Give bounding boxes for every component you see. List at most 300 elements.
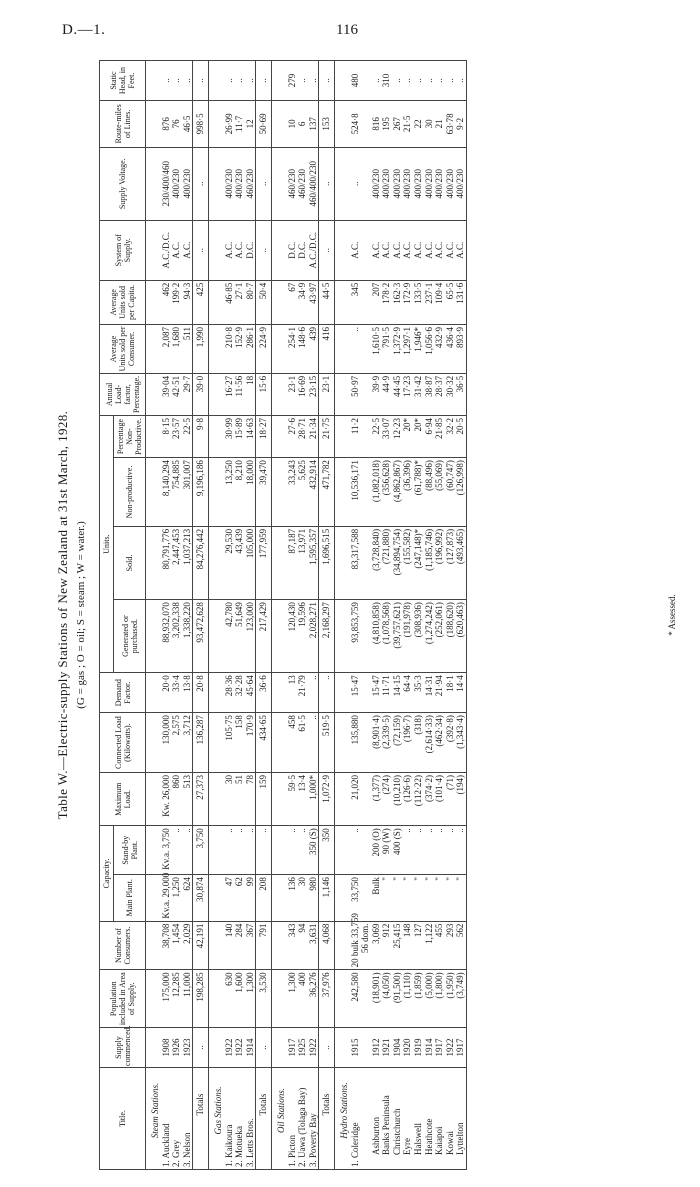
table-cell — [360, 673, 371, 713]
table-cell: 400/230 — [234, 147, 245, 220]
empty-cell — [146, 673, 161, 713]
table-cell: 36·5 — [455, 373, 466, 415]
empty-cell — [271, 373, 286, 415]
table-cell: .. — [308, 713, 319, 773]
table-cell: 18·1 — [445, 673, 456, 713]
table-cell — [360, 147, 371, 220]
table-cell: 16·27 — [224, 373, 235, 415]
table-cell: 816 — [371, 101, 382, 148]
table-cell: " — [402, 875, 413, 922]
table-cell: (2,339·5) — [381, 713, 392, 773]
empty-cell — [146, 325, 161, 374]
table-cell: 20·0 — [161, 673, 172, 713]
table-cell: 131·6 — [455, 280, 466, 324]
table-cell: 46·5 — [182, 101, 193, 148]
empty-cell — [208, 600, 223, 673]
table-cell: 400/230 — [371, 147, 382, 220]
table-cell: (88,496) — [424, 458, 435, 527]
table-cell: 63·78 — [445, 101, 456, 148]
table-cell: 1912 — [371, 1028, 382, 1068]
table-cell: 61·5 — [297, 713, 308, 773]
totals-cell: 44·5 — [319, 280, 335, 324]
table-cell: 88,932,070 — [161, 600, 172, 673]
table-cell: D.C. — [287, 220, 298, 280]
table-cell: 93,853,759 — [350, 600, 361, 673]
empty-cell — [271, 673, 286, 713]
table-cell: 21·85 — [434, 415, 445, 457]
table-cell: 460/230 — [287, 147, 298, 220]
col-demand-factor: Demand Factor. — [100, 673, 146, 713]
table-cell: A.C. — [402, 220, 413, 280]
empty-cell — [208, 280, 223, 324]
totals-cell: 425 — [193, 280, 209, 324]
table-cell: .. — [182, 826, 193, 875]
table-row — [161, 61, 172, 1170]
row-title: Eyre — [402, 1067, 413, 1169]
table-cell: 133·5 — [413, 280, 424, 324]
empty-cell — [146, 526, 161, 599]
table-cell: .. — [434, 826, 445, 875]
table-cell: 293 — [445, 921, 456, 970]
table-cell — [360, 415, 371, 457]
totals-cell: 50·69 — [256, 101, 272, 148]
totals-cell: 3,750 — [193, 826, 209, 875]
table-cell: A.C. — [350, 220, 361, 280]
table-cell: .. — [434, 61, 445, 101]
table-cell: .. — [234, 61, 245, 101]
table-cell: 254·1 — [287, 325, 298, 374]
table-cell: (127,873) — [445, 526, 456, 599]
table-cell: Kv.a. 3,750 — [161, 826, 172, 875]
col-standby: Stand-by Plant. — [114, 826, 146, 875]
table-legend: (G = gas ; O = oil; S = steam ; W = water.) — [75, 521, 87, 709]
table-cell: 130,000 — [161, 713, 172, 773]
totals-cell: 159 — [256, 773, 272, 826]
table-cell: 1,680 — [171, 325, 182, 374]
table-cell: 1,610·5 — [371, 325, 382, 374]
table-cell: 3,069 — [371, 921, 382, 970]
table-cell: (1,800) — [434, 970, 445, 1028]
table-cell: (1,185,746) — [424, 526, 435, 599]
table-cell: 32·2 — [445, 415, 456, 457]
table-cell: .. — [424, 61, 435, 101]
empty-cell — [208, 325, 223, 374]
table-cell: A.C. — [234, 220, 245, 280]
table-cell: 1,300 — [245, 970, 256, 1028]
table-cell: 8,210 — [234, 458, 245, 527]
empty-cell — [334, 220, 349, 280]
table-cell: .. — [245, 61, 256, 101]
table-cell: 28·71 — [297, 415, 308, 457]
table-cell: (1,859) — [413, 970, 424, 1028]
table-cell: (392·8) — [445, 713, 456, 773]
empty-cell — [334, 1028, 349, 1068]
table-cell — [360, 970, 371, 1028]
totals-cell: 208 — [256, 875, 272, 922]
table-cell: (620,463) — [455, 600, 466, 673]
table-cell: 1,297·1 — [402, 325, 413, 374]
table-cell: .. — [224, 826, 235, 875]
table-cell: (2,614·33) — [424, 713, 435, 773]
table-cell: A.C. — [455, 220, 466, 280]
totals-cell: .. — [193, 1028, 209, 1068]
empty-cell — [208, 1028, 223, 1068]
table-cell: (252,061) — [434, 600, 445, 673]
totals-cell: 217,429 — [256, 600, 272, 673]
table-row — [224, 61, 235, 1170]
table-cell: 210·8 — [224, 325, 235, 374]
table-cell: 29·7 — [182, 373, 193, 415]
totals-cell: 1,146 — [319, 875, 335, 922]
totals-cell: .. — [256, 220, 272, 280]
table-cell: D.C. — [245, 220, 256, 280]
table-cell: 43,439 — [234, 526, 245, 599]
table-cell: 14·4 — [455, 673, 466, 713]
table-cell: " — [445, 875, 456, 922]
table-cell: .. — [161, 61, 172, 101]
table-cell: 25,415 — [392, 921, 403, 970]
table-cell: 42,780 — [224, 600, 235, 673]
totals-cell: 37,976 — [319, 970, 335, 1028]
table-cell: .. — [455, 826, 466, 875]
empty-cell — [146, 826, 161, 875]
section-title: Gas Stations. — [208, 1067, 223, 1169]
table-cell: 1,372·9 — [392, 325, 403, 374]
table-cell: (1,950) — [445, 970, 456, 1028]
empty-cell — [146, 101, 161, 148]
empty-cell — [334, 826, 349, 875]
totals-label: Totals — [193, 1067, 209, 1169]
table-cell: 136 — [287, 875, 298, 922]
totals-cell: 23·1 — [319, 373, 335, 415]
empty-cell — [271, 61, 286, 101]
table-cell: 400/230 — [413, 147, 424, 220]
table-cell: 511 — [182, 325, 193, 374]
table-row — [455, 61, 466, 1170]
table-cell: 22·5 — [182, 415, 193, 457]
table-cell: 38·87 — [424, 373, 435, 415]
table-cell — [360, 875, 371, 922]
table-cell: (1,082,018) — [371, 458, 382, 527]
col-generated: Generated or purchased. — [114, 600, 146, 673]
table-cell: (36,396) — [402, 458, 413, 527]
table-cell: 18,000 — [245, 458, 256, 527]
empty-cell — [271, 921, 286, 970]
table-cell: .. — [445, 61, 456, 101]
table-cell: 31·42 — [413, 373, 424, 415]
table-cell: 195 — [381, 101, 392, 148]
empty-cell — [271, 147, 286, 220]
table-cell: 1922 — [234, 1028, 245, 1068]
table-cell: Kw. 26,000 — [161, 773, 172, 826]
section-header-row — [334, 61, 349, 1170]
table-cell: (274) — [381, 773, 392, 826]
table-row — [413, 61, 424, 1170]
table-cell: 912 — [381, 921, 392, 970]
table-cell: 876 — [161, 101, 172, 148]
table-cell: .. — [350, 325, 361, 374]
table-cell: (8,901·4) — [371, 713, 382, 773]
table-cell: A.C. — [434, 220, 445, 280]
table-cell: D.C. — [297, 220, 308, 280]
table-cell: 87,187 — [287, 526, 298, 599]
table-cell: 16·69 — [297, 373, 308, 415]
table-cell: 120,430 — [287, 600, 298, 673]
empty-cell — [146, 373, 161, 415]
table-cell: 436·4 — [445, 325, 456, 374]
table-cell: 45·64 — [245, 673, 256, 713]
table-cell: " — [455, 875, 466, 922]
totals-cell: 1,696,515 — [319, 526, 335, 599]
table-row — [360, 61, 371, 1170]
table-cell: 199·2 — [171, 280, 182, 324]
table-cell: 237·1 — [424, 280, 435, 324]
empty-cell — [334, 875, 349, 922]
table-cell: (39,757,621) — [392, 600, 403, 673]
table-cell: 400/230 — [171, 147, 182, 220]
table-cell: 11·71 — [381, 673, 392, 713]
table-cell: (462·34) — [434, 713, 445, 773]
table-cell: 30 — [424, 101, 435, 148]
row-title — [360, 1067, 371, 1169]
totals-cell: 18·27 — [256, 415, 272, 457]
table-cell: 460/400/230 — [308, 147, 319, 220]
empty-cell — [208, 458, 223, 527]
table-cell: 22 — [413, 101, 424, 148]
table-cell: A.C. — [224, 220, 235, 280]
table-cell: 860 — [171, 773, 182, 826]
table-cell: 23·15 — [308, 373, 319, 415]
table-cell: 754,885 — [171, 458, 182, 527]
table-cell: (101·4) — [434, 773, 445, 826]
table-cell: 400/230 — [434, 147, 445, 220]
table-cell: 400/230 — [402, 147, 413, 220]
table-cell: 44·45 — [392, 373, 403, 415]
empty-cell — [271, 325, 286, 374]
table-cell: 35·3 — [413, 673, 424, 713]
table-cell: (5,000) — [424, 970, 435, 1028]
table-cell: 1922 — [224, 1028, 235, 1068]
table-cell: (191,978) — [402, 600, 413, 673]
table-cell: 28·36 — [224, 673, 235, 713]
table-cell: 39·04 — [161, 373, 172, 415]
totals-cell: 198,285 — [193, 970, 209, 1028]
table-cell: 13 — [287, 673, 298, 713]
table-cell: 12 — [245, 101, 256, 148]
totals-cell: 791 — [256, 921, 272, 970]
row-title: 1. Kaikoura — [224, 1067, 235, 1169]
table-cell: 21 — [434, 101, 445, 148]
table-cell: 1,946* — [413, 325, 424, 374]
totals-cell: .. — [193, 220, 209, 280]
table-cell: 29,530 — [224, 526, 235, 599]
table-cell: 90 (W) — [381, 826, 392, 875]
table-row — [308, 61, 319, 1170]
col-consumers: Number of Consumers. — [100, 921, 146, 970]
table-cell: 36,276 — [308, 970, 319, 1028]
table-cell: 76 — [171, 101, 182, 148]
table-cell: 267 — [392, 101, 403, 148]
table-cell: 33,750 — [350, 875, 361, 922]
table-cell: .. — [402, 61, 413, 101]
table-cell: (71) — [445, 773, 456, 826]
table-cell: 1917 — [434, 1028, 445, 1068]
empty-cell — [271, 220, 286, 280]
totals-cell: 93,472,628 — [193, 600, 209, 673]
table-cell: (1,110) — [402, 970, 413, 1028]
table-cell: 109·4 — [434, 280, 445, 324]
col-units-per-consumer: Average Units sold per Consumer. — [100, 325, 146, 374]
row-title: 2. Grey — [171, 1067, 182, 1169]
table-cell: (1,343·4) — [455, 713, 466, 773]
table-cell: (72,159) — [392, 713, 403, 773]
table-cell: (3,749) — [455, 970, 466, 1028]
table-cell: 62 — [234, 875, 245, 922]
table-cell: 1914 — [245, 1028, 256, 1068]
empty-cell — [334, 101, 349, 148]
table-cell: 26·99 — [224, 101, 235, 148]
table-cell: 400/230 — [224, 147, 235, 220]
table-cell: (196·7) — [402, 713, 413, 773]
table-cell: (4,810,858) — [371, 600, 382, 673]
table-cell: " — [381, 875, 392, 922]
totals-cell: 177,959 — [256, 526, 272, 599]
table-cell: 14·31 — [424, 673, 435, 713]
empty-cell — [208, 220, 223, 280]
table-cell: 105·75 — [224, 713, 235, 773]
empty-cell — [208, 101, 223, 148]
table-cell: 400 — [297, 970, 308, 1028]
totals-cell: .. — [256, 1028, 272, 1068]
table-cell: 1914 — [424, 1028, 435, 1068]
table-cell: 279 — [287, 61, 298, 101]
table-cell: 2,447,453 — [171, 526, 182, 599]
table-cell: 980 — [308, 875, 319, 922]
table-cell: 51,649 — [234, 600, 245, 673]
table-cell: 27·6 — [287, 415, 298, 457]
empty-cell — [334, 415, 349, 457]
table-cell: 1,454 — [171, 921, 182, 970]
table-cell: 9·2 — [455, 101, 466, 148]
table-cell: (374·2) — [424, 773, 435, 826]
table-cell: 513 — [182, 773, 193, 826]
table-cell: .. — [424, 826, 435, 875]
table-cell: 43·97 — [308, 280, 319, 324]
table-cell: 2,575 — [171, 713, 182, 773]
table-cell: (55,069) — [434, 458, 445, 527]
col-supply-commenced: Supply commenced. — [100, 1028, 146, 1068]
totals-cell: 416 — [319, 325, 335, 374]
table-cell: 11,000 — [182, 970, 193, 1028]
table-cell: 1,595,357 — [308, 526, 319, 599]
totals-label: Totals — [319, 1067, 335, 1169]
table-cell: 23·1 — [287, 373, 298, 415]
table-cell: 140 — [224, 921, 235, 970]
table-cell: 462 — [161, 280, 172, 324]
table-row — [424, 61, 435, 1170]
table-cell: 6·94 — [424, 415, 435, 457]
table-cell: 350 (S) — [308, 826, 319, 875]
table-cell: 1,600 — [234, 970, 245, 1028]
totals-cell: 9,196,186 — [193, 458, 209, 527]
footnote: * Assessed. — [667, 594, 677, 636]
table-cell: 13·8 — [182, 673, 193, 713]
table-cell: 28·37 — [434, 373, 445, 415]
table-cell: (194) — [455, 773, 466, 826]
totals-cell: 519·5 — [319, 713, 335, 773]
table-cell: (60,747) — [445, 458, 456, 527]
table-cell: 3,631 — [308, 921, 319, 970]
section-header-row — [208, 61, 223, 1170]
empty-cell — [208, 415, 223, 457]
empty-cell — [334, 147, 349, 220]
table-row — [402, 61, 413, 1170]
section-title: Hydro Stations. — [334, 1067, 349, 1169]
totals-cell: 4,068 — [319, 921, 335, 970]
totals-cell: 998·5 — [193, 101, 209, 148]
table-cell: 27·1 — [234, 280, 245, 324]
col-capacity: Capacity. — [100, 826, 114, 921]
totals-cell: .. — [256, 826, 272, 875]
table-cell: 178·2 — [381, 280, 392, 324]
section-title: Oil Stations. — [271, 1067, 286, 1169]
table-cell: .. — [234, 826, 245, 875]
table-cell: 345 — [350, 280, 361, 324]
table-cell: " — [424, 875, 435, 922]
table-cell: 19,596 — [297, 600, 308, 673]
table-cell: 10,536,171 — [350, 458, 361, 527]
table-cell: 17·23 — [402, 373, 413, 415]
totals-row — [256, 61, 272, 1170]
row-title: Heathcote — [424, 1067, 435, 1169]
page-code: D.—1. — [62, 22, 106, 38]
table-cell: 1915 — [350, 1028, 361, 1068]
table-cell: 30·32 — [445, 373, 456, 415]
table-cell: A.C. — [392, 220, 403, 280]
table-cell: 455 — [434, 921, 445, 970]
table-cell: 1,338,220 — [182, 600, 193, 673]
table-cell: .. — [350, 147, 361, 220]
table-cell: .. — [308, 61, 319, 101]
table-cell: 301,007 — [182, 458, 193, 527]
table-cell: (126,998) — [455, 458, 466, 527]
table-cell: 15·47 — [350, 673, 361, 713]
table-cell: 148 — [402, 921, 413, 970]
empty-cell — [334, 773, 349, 826]
table-cell: 21·34 — [308, 415, 319, 457]
totals-cell: .. — [193, 147, 209, 220]
table-cell: 624 — [182, 875, 193, 922]
section-title: Steam Stations. — [146, 1067, 161, 1169]
row-title: 1. Auckland — [161, 1067, 172, 1169]
table-cell — [360, 600, 371, 673]
table-cell: 400 (S) — [392, 826, 403, 875]
table-cell: 80·7 — [245, 280, 256, 324]
table-cell: 8·15 — [161, 415, 172, 457]
table-cell: 64·4 — [402, 673, 413, 713]
table-cell: 1,037,213 — [182, 526, 193, 599]
totals-cell: 3,530 — [256, 970, 272, 1028]
row-title: 3. Letts Bros. — [245, 1067, 256, 1169]
empty-cell — [271, 826, 286, 875]
empty-cell — [146, 970, 161, 1028]
table-cell: 6 — [297, 101, 308, 148]
table-cell: .. — [171, 61, 182, 101]
table-row — [182, 61, 193, 1170]
table-cell: 1904 — [392, 1028, 403, 1068]
table-cell: 39·9 — [371, 373, 382, 415]
row-title: 1. Coleridge — [350, 1067, 361, 1169]
